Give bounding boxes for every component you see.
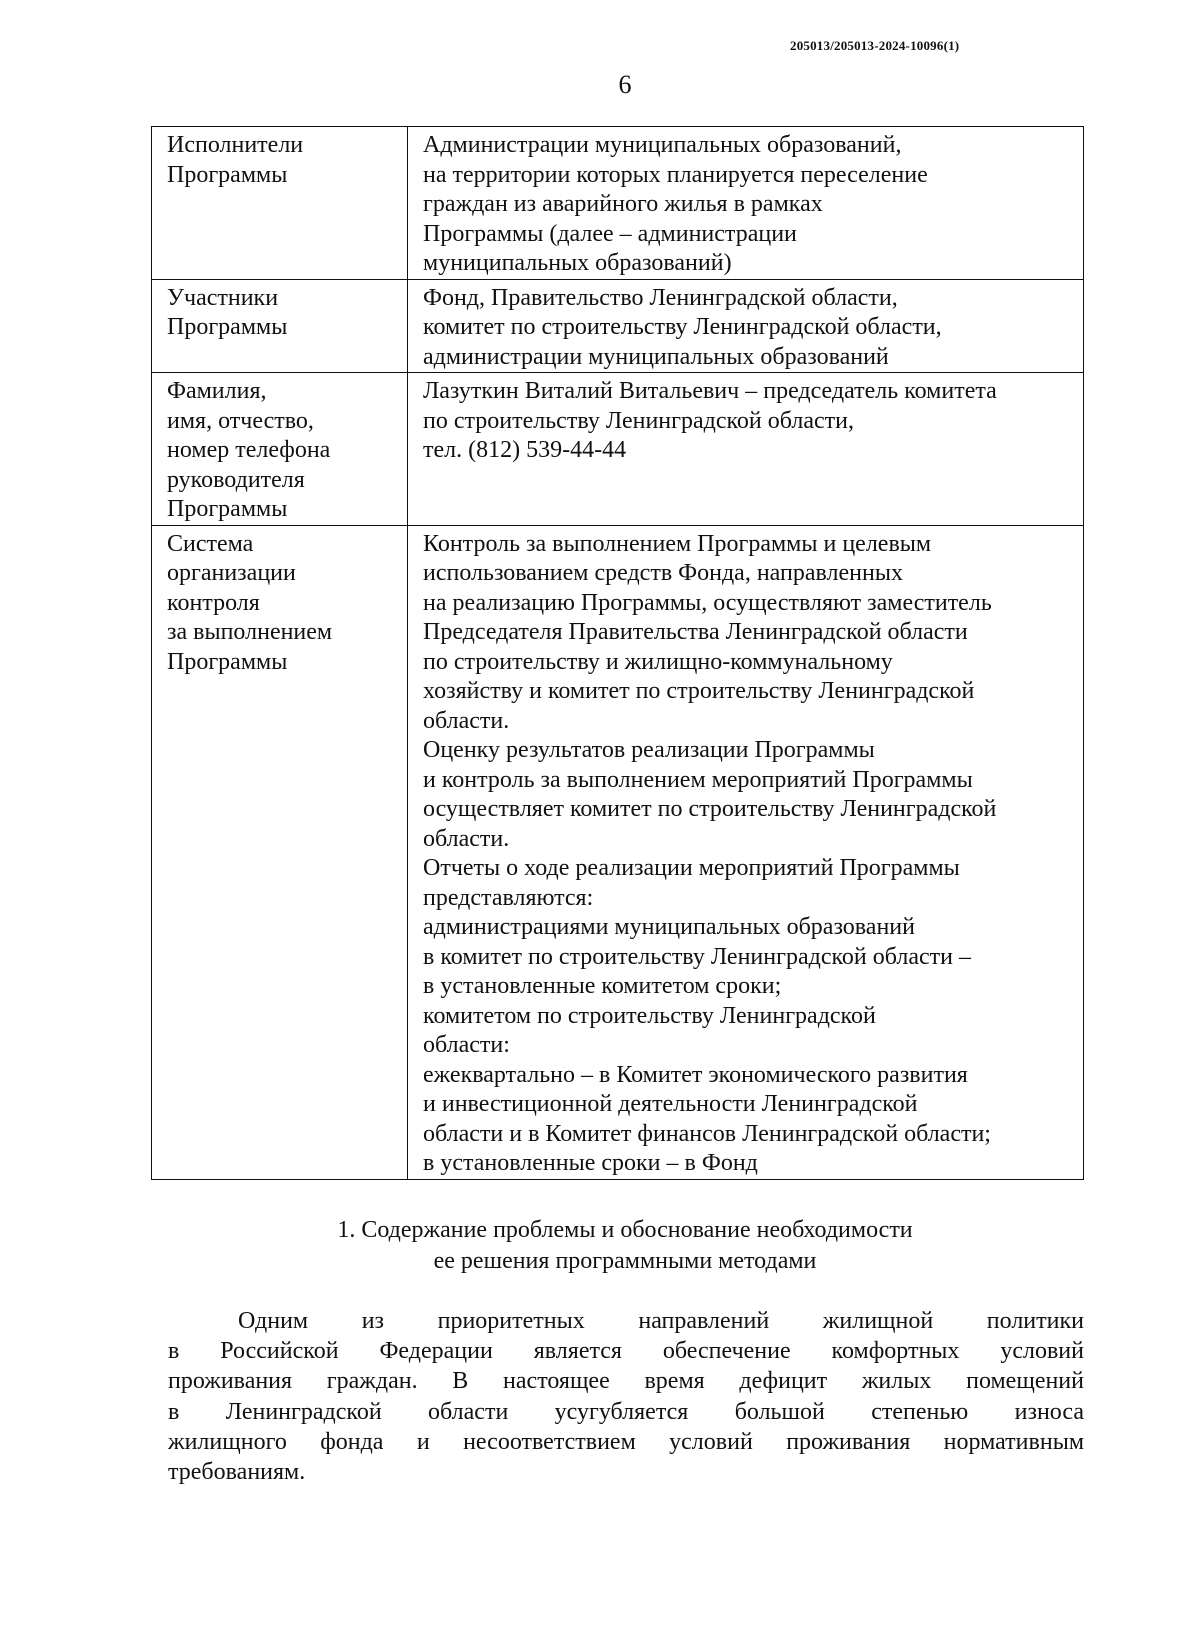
table-row	[152, 525, 1084, 1179]
row-label-line: Исполнители	[167, 132, 304, 158]
row-label-line: номер телефона	[167, 437, 331, 463]
row-value-line: муниципальных образований)	[423, 250, 732, 276]
row-value-line: Администрации муниципальных образований,	[423, 132, 902, 158]
row-value-line: Оценку результатов реализации Программы	[423, 737, 875, 763]
row-value-cell	[408, 373, 1084, 526]
page-number: 6	[618, 70, 632, 99]
program-passport-table	[151, 126, 1084, 1180]
table-row	[152, 279, 1084, 373]
row-value-line: по строительству Ленинградской области,	[423, 407, 855, 434]
row-value-line: использованием средств Фонда, направленных	[423, 560, 903, 586]
row-value-line: Отчеты о ходе реализации мероприятий Программы	[423, 855, 960, 881]
row-value-line: в комитет по строительству Ленинградской области –	[423, 943, 971, 970]
row-value-line: ежеквартально – в Комитет экономического развития	[423, 1061, 968, 1088]
row-value-line: области и в Комитет финансов Ленинградской области;	[423, 1120, 991, 1147]
row-value-line: на реализацию Программы, осуществляют заместитель	[423, 589, 992, 616]
row-label-line: Программы	[167, 648, 288, 675]
row-label-line: за выполнением	[167, 619, 333, 645]
row-label-line: Система	[167, 530, 254, 557]
paragraph-line: проживания граждан. В настоящее время дефицит жилых помещений	[168, 1368, 1084, 1395]
body-paragraph	[168, 1306, 1084, 1487]
row-label-line: имя, отчество,	[167, 407, 314, 434]
table-row	[152, 373, 1084, 526]
row-value-line: по строительству и жилищно-коммунальному	[423, 648, 893, 675]
row-label-line: контроля	[167, 589, 260, 616]
row-value-line: комитетом по строительству Ленинградской	[423, 1002, 876, 1029]
paragraph-line: требованиям.	[168, 1459, 306, 1486]
table-row	[152, 127, 1084, 280]
row-label-line: организации	[167, 560, 296, 586]
row-label-cell	[152, 279, 408, 373]
row-value-line: комитет по строительству Ленинградской области,	[423, 314, 942, 340]
row-value-line: Фонд, Правительство Ленинградской области,	[423, 284, 898, 311]
row-value-line: на территории которых планируется переселение	[423, 161, 928, 188]
row-value-line: области.	[423, 707, 510, 734]
row-value-line: Лазуткин Виталий Витальевич – председатель комитета	[423, 378, 997, 404]
row-value-line: и инвестиционной деятельности Ленинградской	[423, 1091, 918, 1117]
row-value-line: хозяйству и комитет по строительству Ленинградской	[423, 678, 975, 704]
section-title	[0, 1215, 1200, 1277]
paragraph-line: Одним из приоритетных направлений жилищной политики	[238, 1308, 1084, 1334]
row-value-line: в установленные комитетом сроки;	[423, 973, 782, 999]
row-label-cell	[152, 525, 408, 1179]
row-value-line: в установленные сроки – в Фонд	[423, 1150, 758, 1176]
row-value-line: Контроль за выполнением Программы и целевым	[423, 530, 932, 557]
document-number: 205013/205013-2024-10096(1)	[790, 38, 960, 53]
row-label-cell	[152, 127, 408, 280]
row-label-line: Участники	[167, 284, 279, 311]
row-label-line: Программы	[167, 161, 288, 188]
paragraph-line: жилищного фонда и несоответствием условий проживания нормативным	[168, 1428, 1084, 1455]
row-value-line: осуществляет комитет по строительству Ленинградской	[423, 796, 997, 822]
row-label-line: Фамилия,	[167, 378, 267, 404]
row-value-line: представляются:	[423, 884, 594, 911]
row-value-line: администрации муниципальных образований	[423, 343, 889, 370]
row-value-line: области:	[423, 1032, 510, 1058]
row-value-line: тел. (812) 539-44-44	[423, 437, 627, 463]
row-value-line: администрациями муниципальных образований	[423, 914, 915, 940]
row-label-line: Программы	[167, 314, 288, 340]
row-value-line: Программы (далее – администрации	[423, 220, 797, 247]
paragraph-line: в Ленинградской области усугубляется большой степенью износа	[168, 1398, 1084, 1425]
row-value-line: Председателя Правительства Ленинградской области	[423, 619, 968, 645]
row-value-line: и контроль за выполнением мероприятий Программы	[423, 766, 973, 793]
row-value-cell	[408, 525, 1084, 1179]
row-value-line: области.	[423, 825, 510, 852]
row-label-cell	[152, 373, 408, 526]
row-value-cell	[408, 127, 1084, 280]
paragraph-line: в Российской Федерации является обеспечение комфортных условий	[168, 1338, 1084, 1365]
row-value-line: граждан из аварийного жилья в рамках	[423, 191, 823, 217]
row-label-line: руководителя	[167, 466, 305, 493]
row-label-line: Программы	[167, 496, 288, 522]
section-title-line: 1. Содержание проблемы и обоснование необходимости	[337, 1217, 913, 1243]
section-title-line: ее решения программными методами	[433, 1248, 817, 1274]
row-value-cell	[408, 279, 1084, 373]
